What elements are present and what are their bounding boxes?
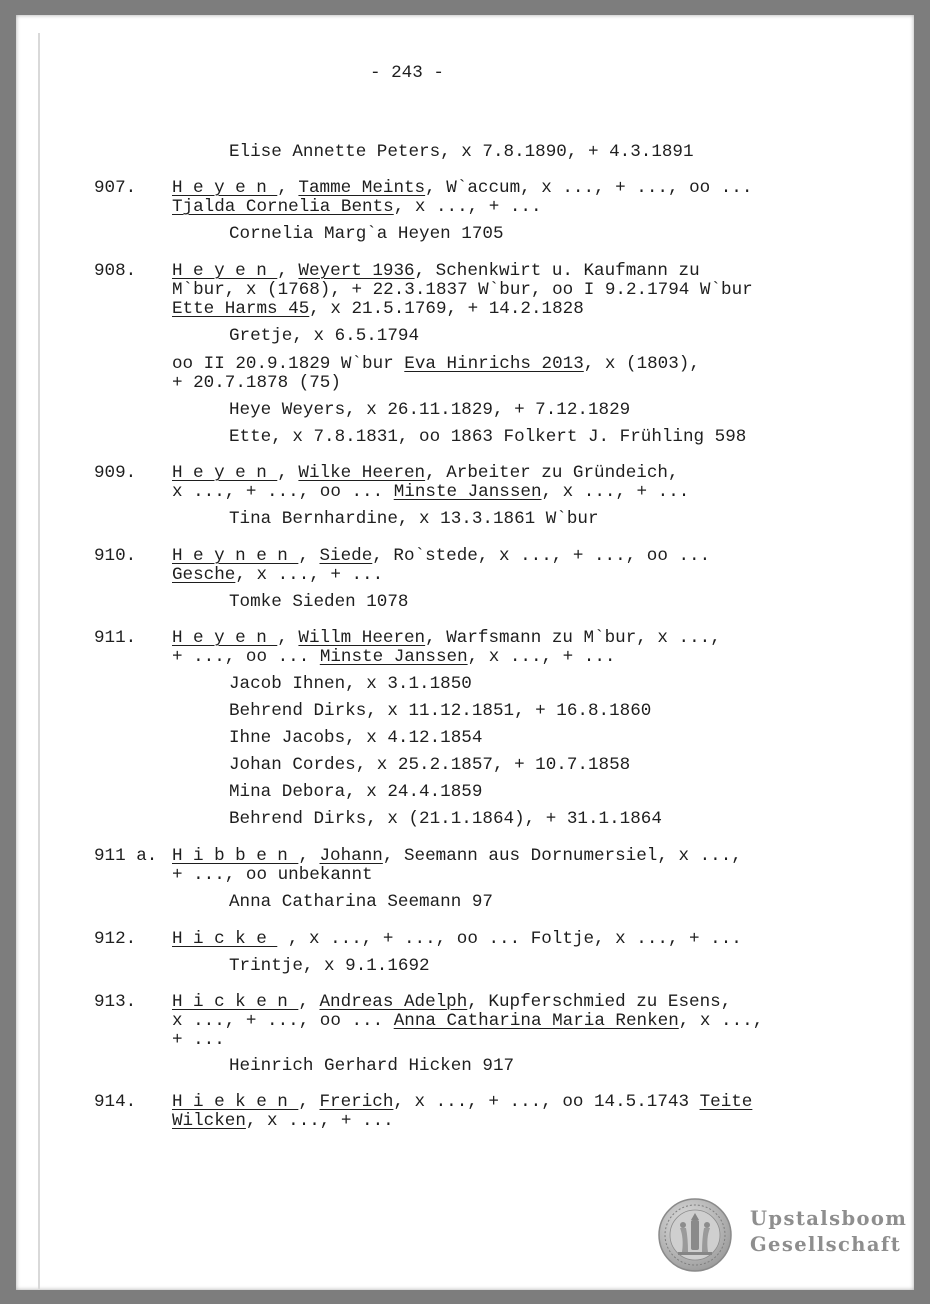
surname: Heyen xyxy=(172,178,278,198)
surname: Heyen xyxy=(172,628,278,648)
child-line: Heinrich Gerhard Hicken 917 xyxy=(229,1056,515,1076)
marriage-line: oo II 20.9.1829 W`bur Eva Hinrichs 2013, x (1803), xyxy=(172,354,700,374)
given-name: Willm Heeren xyxy=(298,628,426,648)
child-line: Ette, x 7.8.1831, oo 1863 Folkert J. Frühling 598 xyxy=(229,427,747,447)
entry-line: Heynen, Siede, Ro`stede, x ..., + ..., oo ... xyxy=(172,546,711,566)
given-name: Tamme Meints xyxy=(298,178,426,198)
document-page xyxy=(16,15,914,1290)
child-line: Tomke Sieden 1078 xyxy=(229,592,409,612)
child-line: Ihne Jacobs, x 4.12.1854 xyxy=(229,728,483,748)
entry-line: Wilcken, x ..., + ... xyxy=(172,1111,394,1131)
spouse-name: Minste Janssen xyxy=(319,647,468,667)
logo-line-2: Gesellschaft xyxy=(750,1233,902,1256)
spouse-name: Anna Catharina Maria Renken xyxy=(393,1011,679,1031)
child-line: Mina Debora, x 24.4.1859 xyxy=(229,782,483,802)
entry-line: Heyen, Weyert 1936, Schenkwirt u. Kaufmann zu xyxy=(172,261,700,281)
surname: Hicken xyxy=(172,992,299,1012)
surname: Hieken xyxy=(172,1092,299,1112)
document-text xyxy=(16,15,914,1290)
entry-line: + ... xyxy=(172,1030,225,1050)
entry-number: 911 a. xyxy=(94,846,158,866)
entry-line: M`bur, x (1768), + 22.3.1837 W`bur, oo I 9.2.1794 W`bur xyxy=(172,280,753,300)
continuation-line: Elise Annette Peters, x 7.8.1890, + 4.3.1891 xyxy=(229,142,694,162)
surname: Hicke xyxy=(172,929,278,949)
spouse-name: Tjalda Cornelia Bents xyxy=(172,197,394,217)
given-name: Andreas Adelph xyxy=(319,992,468,1012)
page-number: - 243 - xyxy=(370,63,444,83)
given-name: Frerich xyxy=(319,1092,394,1112)
entry-number: 910. xyxy=(94,546,137,566)
marriage-line: + 20.7.1878 (75) xyxy=(172,373,341,393)
given-name: Siede xyxy=(319,546,373,566)
entry-line: Ette Harms 45, x 21.5.1769, + 14.2.1828 xyxy=(172,299,584,319)
entry-number: 914. xyxy=(94,1092,137,1112)
surname: Hibben xyxy=(172,846,299,866)
entry-number: 911. xyxy=(94,628,137,648)
surname: Heynen xyxy=(172,546,299,566)
entry-line: Heyen, Willm Heeren, Warfsmann zu M`bur, x ..., xyxy=(172,628,721,648)
entry-number: 907. xyxy=(94,178,137,198)
spouse-name: Teite xyxy=(699,1092,753,1112)
spouse-name: Minste Janssen xyxy=(393,482,542,502)
given-name: Wilke Heeren xyxy=(298,463,426,483)
entry-line: Gesche, x ..., + ... xyxy=(172,565,384,585)
surname: Heyen xyxy=(172,261,278,281)
child-line: Gretje, x 6.5.1794 xyxy=(229,326,420,346)
entry-line: + ..., oo unbekannt xyxy=(172,865,373,885)
entry-line: Heyen, Tamme Meints, W`accum, x ..., + ..., oo ... xyxy=(172,178,753,198)
child-line: Heye Weyers, x 26.11.1829, + 7.12.1829 xyxy=(229,400,631,420)
child-line: Tina Bernhardine, x 13.3.1861 W`bur xyxy=(229,509,599,529)
child-line: Johan Cordes, x 25.2.1857, + 10.7.1858 xyxy=(229,755,631,775)
child-line: Jacob Ihnen, x 3.1.1850 xyxy=(229,674,472,694)
entry-line: Hieken, Frerich, x ..., + ..., oo 14.5.1743 Teite xyxy=(172,1092,753,1112)
spouse-name: Ette Harms 45 xyxy=(172,299,310,319)
spouse-name: Gesche xyxy=(172,565,236,585)
entry-line: Hicken, Andreas Adelph, Kupferschmied zu Esens, xyxy=(172,992,732,1012)
entry-line: + ..., oo ... Minste Janssen, x ..., + ... xyxy=(172,647,616,667)
upstalsboom-logo xyxy=(658,1198,908,1280)
entry-number: 912. xyxy=(94,929,137,949)
surname: Heyen xyxy=(172,463,278,483)
entry-number: 913. xyxy=(94,992,137,1012)
entry-line: Tjalda Cornelia Bents, x ..., + ... xyxy=(172,197,542,217)
logo-wordmark xyxy=(750,1206,910,1258)
logo-line-1: Upstalsboom xyxy=(750,1207,908,1230)
entry-line: Hicke , x ..., + ..., oo ... Foltje, x ..., + ... xyxy=(172,929,742,949)
entry-line: Heyen, Wilke Heeren, Arbeiter zu Gründeich, xyxy=(172,463,679,483)
entry-number: 909. xyxy=(94,463,137,483)
entry-line: x ..., + ..., oo ... Minste Janssen, x ..., + ... xyxy=(172,482,690,502)
child-line: Behrend Dirks, x (21.1.1864), + 31.1.1864 xyxy=(229,809,662,829)
spouse-name: Wilcken xyxy=(172,1111,246,1131)
given-name: Weyert 1936 xyxy=(298,261,415,281)
entry-line: x ..., + ..., oo ... Anna Catharina Maria Renken, x ..., xyxy=(172,1011,764,1031)
given-name: Johann xyxy=(319,846,383,866)
entry-line: Hibben, Johann, Seemann aus Dornumersiel, x ..., xyxy=(172,846,742,866)
child-line: Anna Catharina Seemann 97 xyxy=(229,892,493,912)
child-line: Cornelia Marg`a Heyen 1705 xyxy=(229,224,504,244)
seal-icon xyxy=(658,1198,732,1272)
entry-number: 908. xyxy=(94,261,137,281)
child-line: Trintje, x 9.1.1692 xyxy=(229,956,430,976)
child-line: Behrend Dirks, x 11.12.1851, + 16.8.1860 xyxy=(229,701,652,721)
spouse-name: Eva Hinrichs 2013 xyxy=(404,354,584,374)
